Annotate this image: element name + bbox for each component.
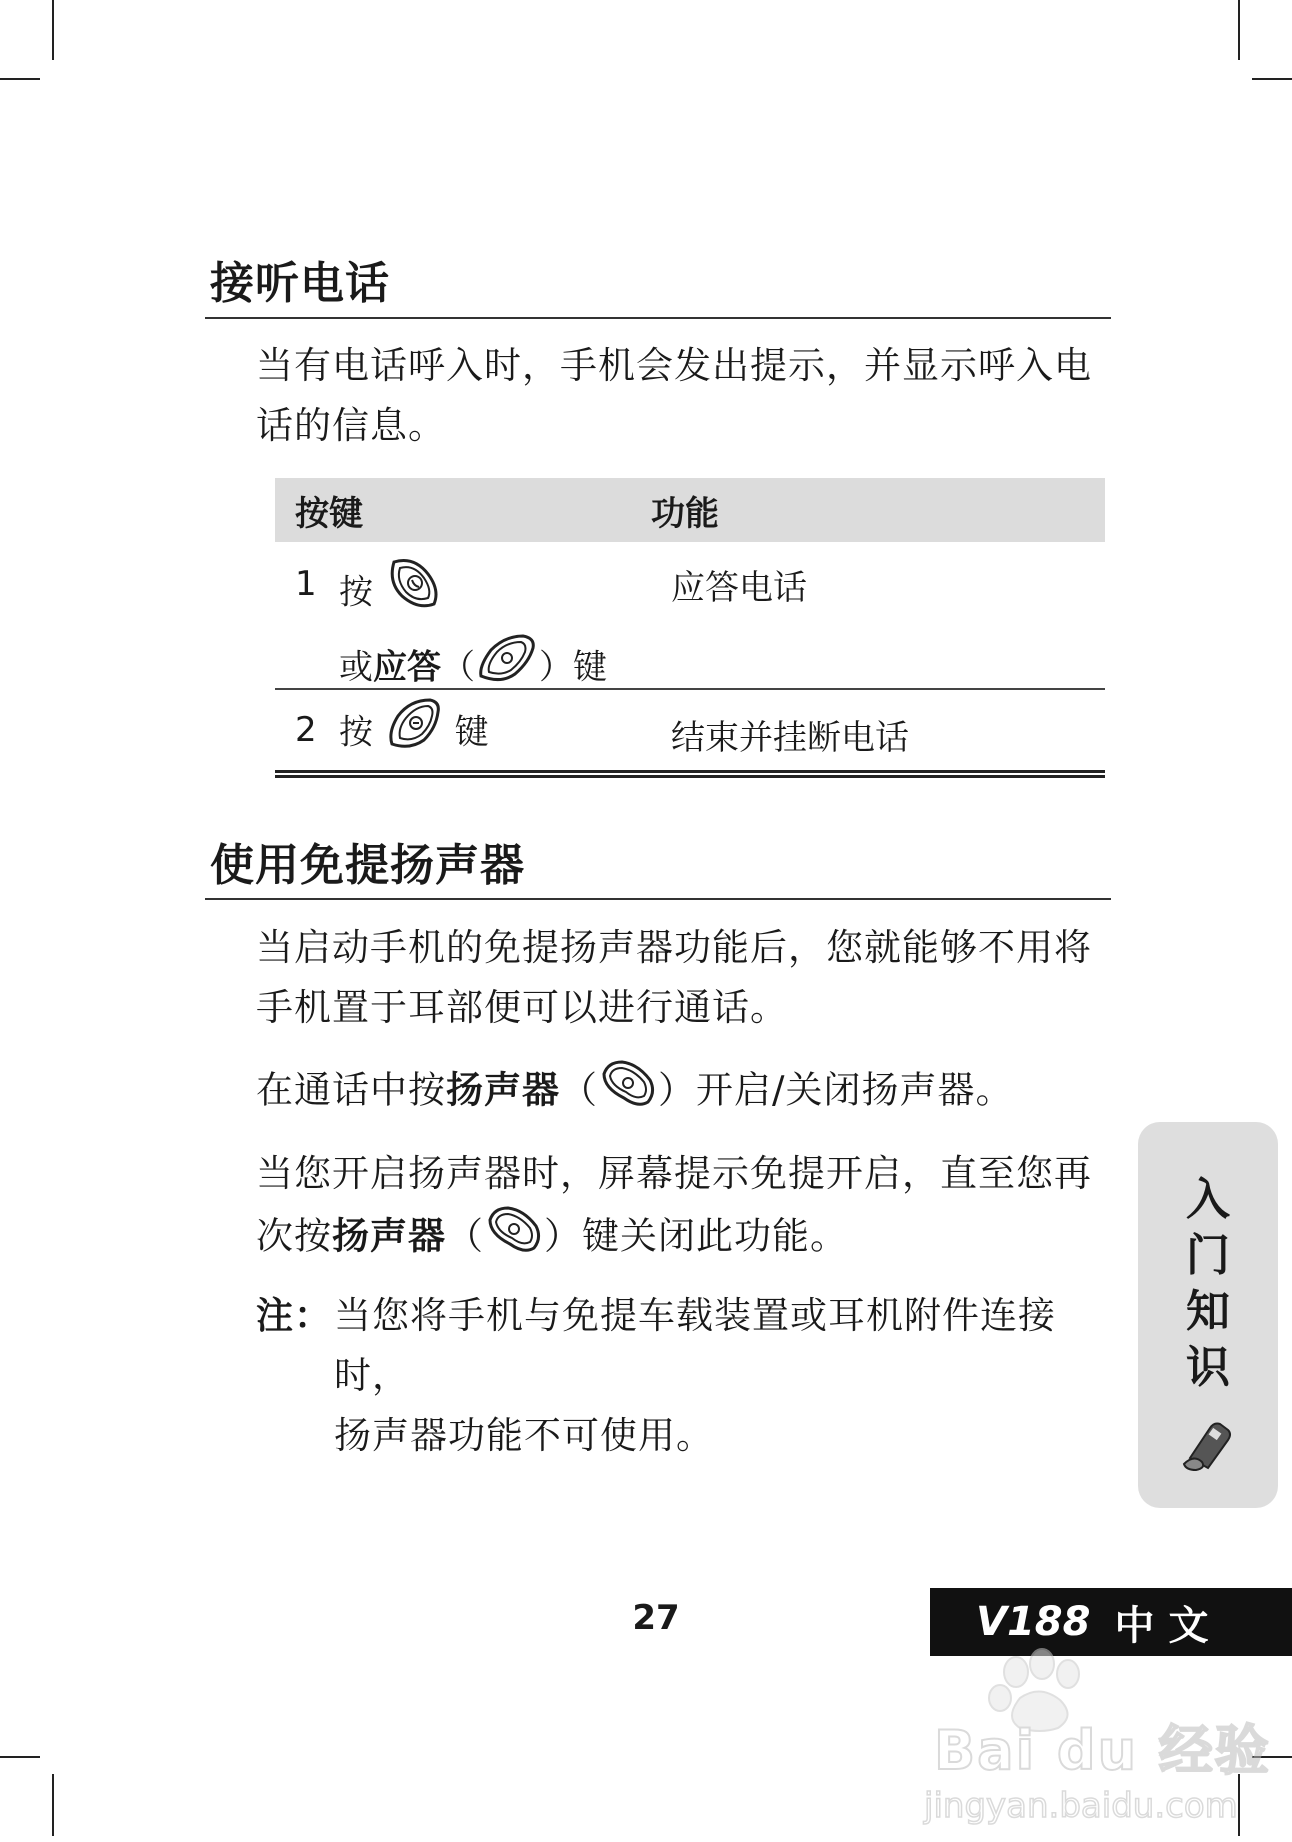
model-name: V188: [976, 1599, 1091, 1645]
row-number: 1: [295, 564, 317, 604]
speaker-status-paragraph: [256, 1144, 1116, 1272]
key-prefix: 按: [339, 712, 373, 753]
crop-mark: [52, 1774, 54, 1836]
para-line: 手机置于耳部便可以进行通话。: [256, 986, 788, 1029]
chapter-char: 识: [1186, 1342, 1230, 1393]
model-banner: [930, 1588, 1292, 1656]
watermark-text: Bai du 经验: [934, 1719, 1271, 1782]
phone-icon: [1180, 1414, 1238, 1476]
language-label: 中文: [1114, 1602, 1223, 1649]
note-line: 扬声器功能不可使用。: [334, 1414, 714, 1457]
header-key: 按键: [295, 493, 363, 534]
speaker-toggle-paragraph: [256, 1058, 1116, 1126]
note-block: [256, 1286, 1126, 1466]
row-function: 结束并挂断电话: [671, 718, 909, 758]
key-suffix: 键: [454, 712, 489, 753]
end-key-icon: [384, 696, 444, 772]
speaker-intro-paragraph: [256, 918, 1116, 1038]
section-divider: [205, 317, 1111, 319]
para-text: 次按: [256, 1214, 332, 1258]
para-line: 话的信息。: [256, 404, 446, 447]
table-bottom-rule: [275, 770, 1105, 778]
chapter-char: 门: [1186, 1230, 1230, 1281]
header-function: 功能: [651, 493, 719, 534]
speaker-key-icon: [484, 1204, 544, 1272]
row-key-cell: [339, 696, 489, 772]
chapter-side-tab: [1138, 1122, 1278, 1508]
intro-paragraph: [256, 336, 1116, 456]
crop-mark: [1252, 78, 1292, 80]
key-suffix: 键: [573, 647, 607, 688]
paren-open: （: [441, 647, 475, 688]
paren-close: ）: [544, 1214, 582, 1258]
section-title-speakerphone: 使用免提扬声器: [210, 840, 525, 891]
section-divider: [205, 898, 1111, 900]
row-number: 2: [295, 710, 317, 750]
chapter-char: 入: [1186, 1174, 1230, 1225]
paren-open: （: [560, 1068, 598, 1112]
send-key-icon: [384, 556, 440, 632]
paren-close: ）: [658, 1068, 696, 1112]
note-line: 当您将手机与免提车载装置或耳机附件连接时，: [334, 1294, 1056, 1397]
table-row: [275, 690, 1105, 770]
para-text: 开启/关闭扬声器。: [696, 1068, 1014, 1112]
section-title-answer-call: 接听电话: [210, 258, 390, 309]
chapter-label: [1138, 1172, 1278, 1396]
row-key-cell: [339, 556, 607, 706]
crop-mark: [0, 78, 40, 80]
speaker-label: 扬声器: [332, 1214, 446, 1258]
key-alt-bold: 应答: [373, 647, 441, 688]
note-text: [334, 1286, 1126, 1466]
key-prefix: 按: [339, 572, 373, 613]
paren-open: （: [446, 1214, 484, 1258]
crop-mark: [0, 1756, 40, 1758]
speaker-label: 扬声器: [446, 1068, 560, 1112]
paren-close: ）: [539, 647, 573, 688]
crop-mark: [1238, 0, 1240, 60]
page-number: 27: [632, 1598, 680, 1638]
para-text: 在通话中按: [256, 1068, 446, 1112]
speaker-key-icon: [598, 1058, 658, 1126]
watermark-url: jingyan.baidu.com: [924, 1786, 1238, 1826]
para-line: 当启动手机的免提扬声器功能后，您就能够不用将: [256, 926, 1092, 969]
key-alt-prefix: 或: [339, 647, 373, 688]
row-function: 应答电话: [671, 568, 807, 608]
chapter-char: 知: [1186, 1286, 1230, 1337]
table-row: [275, 542, 1105, 690]
crop-mark: [52, 0, 54, 60]
para-text: 键关闭此功能。: [582, 1214, 848, 1258]
key-function-table: [275, 478, 1105, 770]
para-line: 当您开启扬声器时，屏幕提示免提开启，直至您再: [256, 1152, 1092, 1195]
table-header: [275, 478, 1105, 542]
note-label: 注：: [256, 1294, 332, 1337]
baidu-watermark: [920, 1648, 1271, 1838]
para-line: 当有电话呼入时，手机会发出提示，并显示呼入电: [256, 344, 1092, 387]
